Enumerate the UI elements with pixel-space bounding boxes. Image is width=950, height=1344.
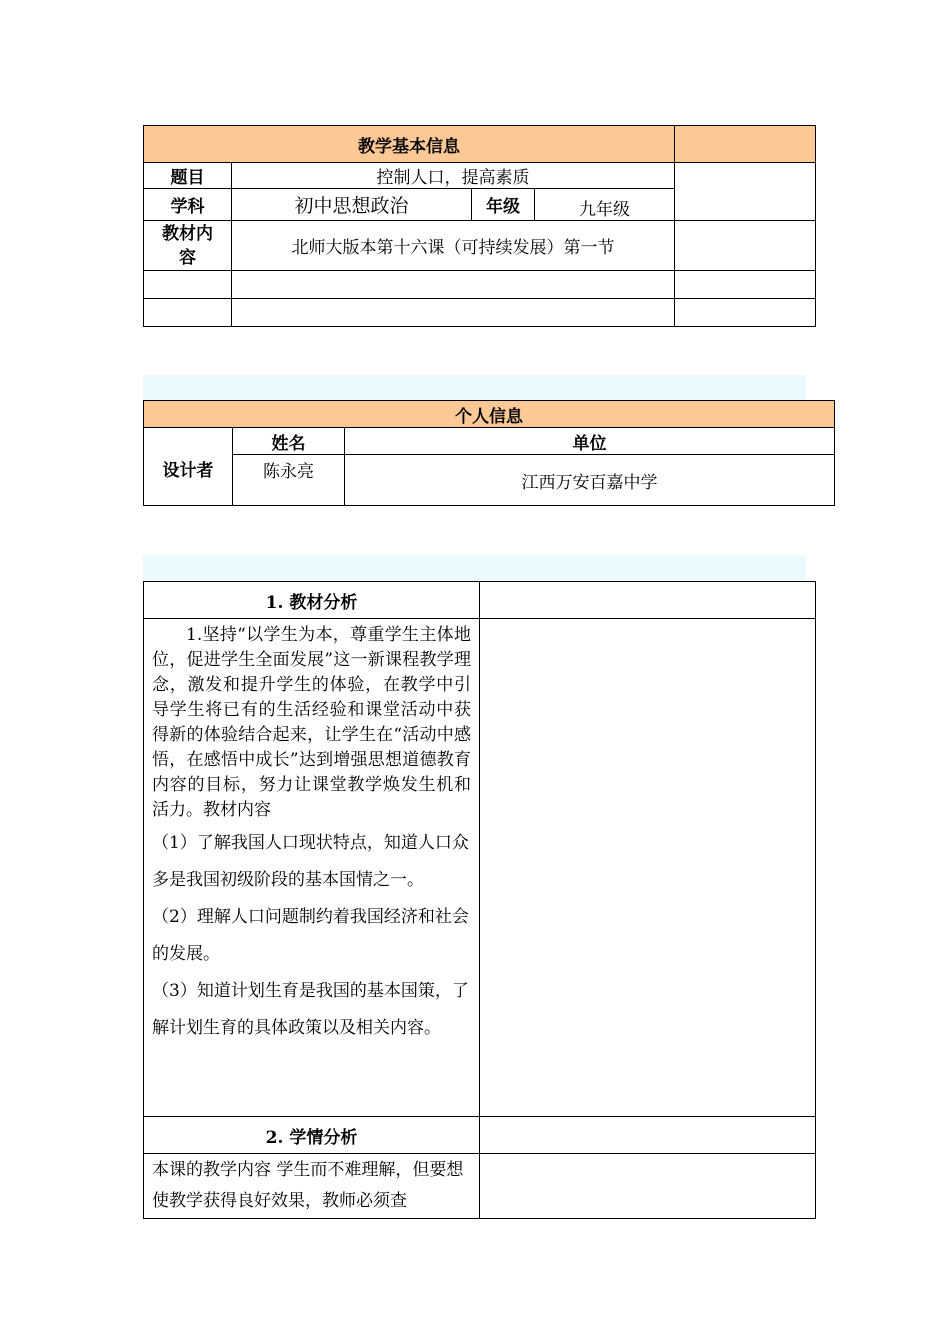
section2-side-body <box>480 1154 816 1219</box>
analysis-table <box>143 581 816 1219</box>
section1-side-body <box>480 619 816 1117</box>
section-band <box>143 375 806 400</box>
objective-2: （2）理解人口问题制约着我国经济和社会的发展。 <box>152 907 469 964</box>
empty-cell <box>675 271 816 299</box>
section1-paragraph: 1.坚持“以学生为本，尊重学生主体地位，促进学生全面发展”这一新课程教学理念，激发和提升学生的体验，在教学中引导学生将已有的生活经验和课堂活动中获得新的体验结合起来，让学生在“活动中感悟，在感悟中成长”达到增强思想道德教育内容的目标，努力让课堂教学焕发生机和活力。教材内容 <box>152 625 471 820</box>
name-header: 姓名 <box>233 428 345 455</box>
section2-paragraph: 本课的教学内容 学生而不难理解，但要想使教学获得良好效果，教师必须查 <box>152 1160 464 1211</box>
unit-header: 单位 <box>345 428 835 455</box>
grade-value: 九年级 <box>535 189 675 221</box>
grade-label: 年级 <box>472 189 535 221</box>
basic-info-side-cell <box>675 163 816 221</box>
section2-side-cell <box>480 1117 816 1154</box>
empty-cell <box>675 299 816 327</box>
basic-info-header: 教学基本信息 <box>144 126 675 163</box>
subject-label: 学科 <box>144 189 232 221</box>
content-value: 北师大版本第十六课（可持续发展）第一节 <box>232 221 675 271</box>
objective-3: （3）知道计划生育是我国的基本国策，了解计划生育的具体政策以及相关内容。 <box>152 981 469 1038</box>
section-band <box>143 555 806 581</box>
content-side-cell <box>675 221 816 271</box>
designer-label: 设计者 <box>144 428 233 506</box>
section2-title: 2. 学情分析 <box>144 1117 480 1154</box>
basic-info-table <box>143 125 816 327</box>
empty-cell <box>144 299 232 327</box>
basic-info-header-blank <box>675 126 816 163</box>
name-value: 陈永亮 <box>233 455 345 506</box>
empty-cell <box>232 271 675 299</box>
section1-side-cell <box>480 582 816 619</box>
personal-info-header: 个人信息 <box>144 401 835 428</box>
content-label: 教材内容 <box>144 221 232 271</box>
objective-1: （1）了解我国人口现状特点，知道人口众多是我国初级阶段的基本国情之一。 <box>152 833 469 890</box>
topic-label: 题目 <box>144 163 232 189</box>
section2-body <box>144 1154 480 1219</box>
empty-cell <box>232 299 675 327</box>
subject-value: 初中思想政治 <box>232 189 472 221</box>
section1-body <box>144 619 480 1117</box>
section1-title: 1. 教材分析 <box>144 582 480 619</box>
unit-value: 江西万安百嘉中学 <box>345 455 835 506</box>
personal-info-table <box>143 400 835 506</box>
empty-cell <box>144 271 232 299</box>
topic-value: 控制人口，提高素质 <box>232 163 675 189</box>
